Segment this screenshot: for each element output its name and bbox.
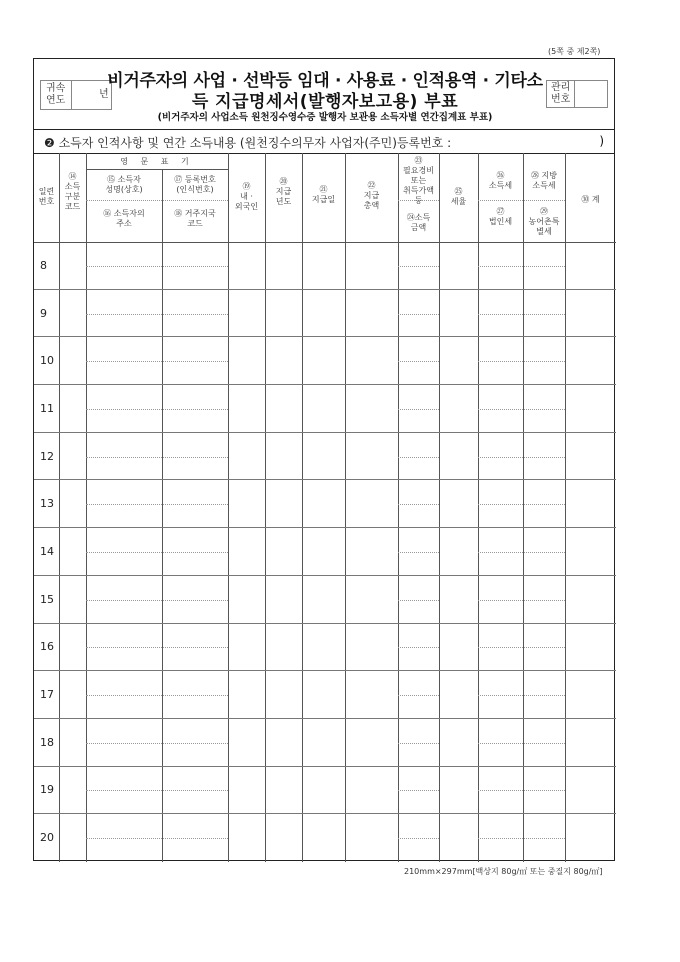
row-serial-number: 14 <box>40 544 54 558</box>
row-serial-number: 9 <box>40 306 47 320</box>
table-row[interactable] <box>34 385 616 433</box>
col-name-header: ⑮ 소득자 성명(상호) <box>105 175 143 194</box>
table-row[interactable] <box>34 576 616 624</box>
table-row[interactable] <box>34 337 616 385</box>
form-title-line1: 비거주자의 사업 · 선박등 임대 · 사용료 · 인적용역 · 기타소 <box>107 71 543 91</box>
form-title-line2: 득 지급명세서(발행자보고용) 부표 <box>191 92 459 112</box>
row-serial-number: 12 <box>40 449 54 463</box>
col-address-header: ⑯ 소득자의 주소 <box>103 209 145 228</box>
col-total-header: ㉚ 계 <box>581 195 600 204</box>
table-row[interactable] <box>34 290 616 338</box>
row-serial-number: 13 <box>40 497 54 511</box>
col-english-header: 영 문 표 기 <box>120 157 194 166</box>
table-row[interactable] <box>34 242 616 290</box>
data-rows <box>34 242 616 862</box>
col-income-code-header: ⑭ 소득 구분 코드 <box>64 172 81 211</box>
row-serial-number: 20 <box>40 831 54 845</box>
section-title: ❷ 소득자 인적사항 및 연간 소득내용 (원천징수의무자 사업자(주민)등록번호 : <box>44 136 452 150</box>
table-row[interactable] <box>34 719 616 767</box>
col-expenses-header: ㉓ 필요경비 또는 취득가액 등 <box>403 156 434 205</box>
col-income-tax-header: ㉖ 소득세 <box>488 171 513 190</box>
table-row[interactable] <box>34 528 616 576</box>
mgmt-label-line2: 번호 <box>551 94 571 105</box>
table-row[interactable] <box>34 814 616 862</box>
form-subtitle: (비거주자의 사업소득 원천징수영수증 발행자 보관용 소득자별 연간집계표 부표) <box>157 112 493 123</box>
col-local-tax-header: ㉘ 지방 소득세 <box>531 171 557 190</box>
page-number-note: (5쪽 중 제2쪽) <box>548 47 601 56</box>
section-title-close: ) <box>599 134 604 148</box>
row-serial-number: 19 <box>40 783 54 797</box>
col-pay-year-header: ⑳ 지급 년도 <box>275 177 292 206</box>
col-tax-rate-header: ㉕ 세율 <box>450 187 467 206</box>
table-row[interactable] <box>34 671 616 719</box>
col-rural-tax-header: ㉙ 농어촌특 별세 <box>528 207 560 236</box>
col-corp-tax-header: ㉗ 법인세 <box>488 207 513 226</box>
table-row[interactable] <box>34 767 616 815</box>
year-unit: 년 <box>99 89 109 100</box>
col-residence-header: ⑱ 거주지국 코드 <box>174 209 216 228</box>
mgmt-label-line1: 관리 <box>551 82 571 93</box>
col-pay-date-header: ㉑ 지급일 <box>311 185 336 204</box>
col-serial-header: 일련 번호 <box>38 187 55 206</box>
table-row[interactable] <box>34 624 616 672</box>
col-regnum-header: ⑰ 등록번호 (인식번호) <box>174 175 216 194</box>
paper-spec-footer: 210mm×297mm[백상지 80g/㎡ 또는 중질지 80g/㎡] <box>404 867 603 876</box>
year-label-line2: 연도 <box>46 95 66 106</box>
row-serial-number: 8 <box>40 258 47 272</box>
col-income-amount-header: ㉔소득 금액 <box>406 213 431 232</box>
management-number-field[interactable] <box>546 80 608 108</box>
row-serial-number: 10 <box>40 354 54 368</box>
year-label-line1: 귀속 <box>46 83 66 94</box>
form-container <box>33 58 615 861</box>
table-row[interactable] <box>34 480 616 528</box>
row-serial-number: 15 <box>40 592 54 606</box>
row-serial-number: 11 <box>40 401 54 415</box>
row-serial-number: 17 <box>40 688 54 702</box>
row-serial-number: 18 <box>40 735 54 749</box>
col-total-pay-header: ㉒ 지급 총액 <box>363 181 380 210</box>
table-row[interactable] <box>34 433 616 481</box>
row-serial-number: 16 <box>40 640 54 654</box>
col-nationality-header: ⑲ 내 · 외국인 <box>234 182 259 211</box>
